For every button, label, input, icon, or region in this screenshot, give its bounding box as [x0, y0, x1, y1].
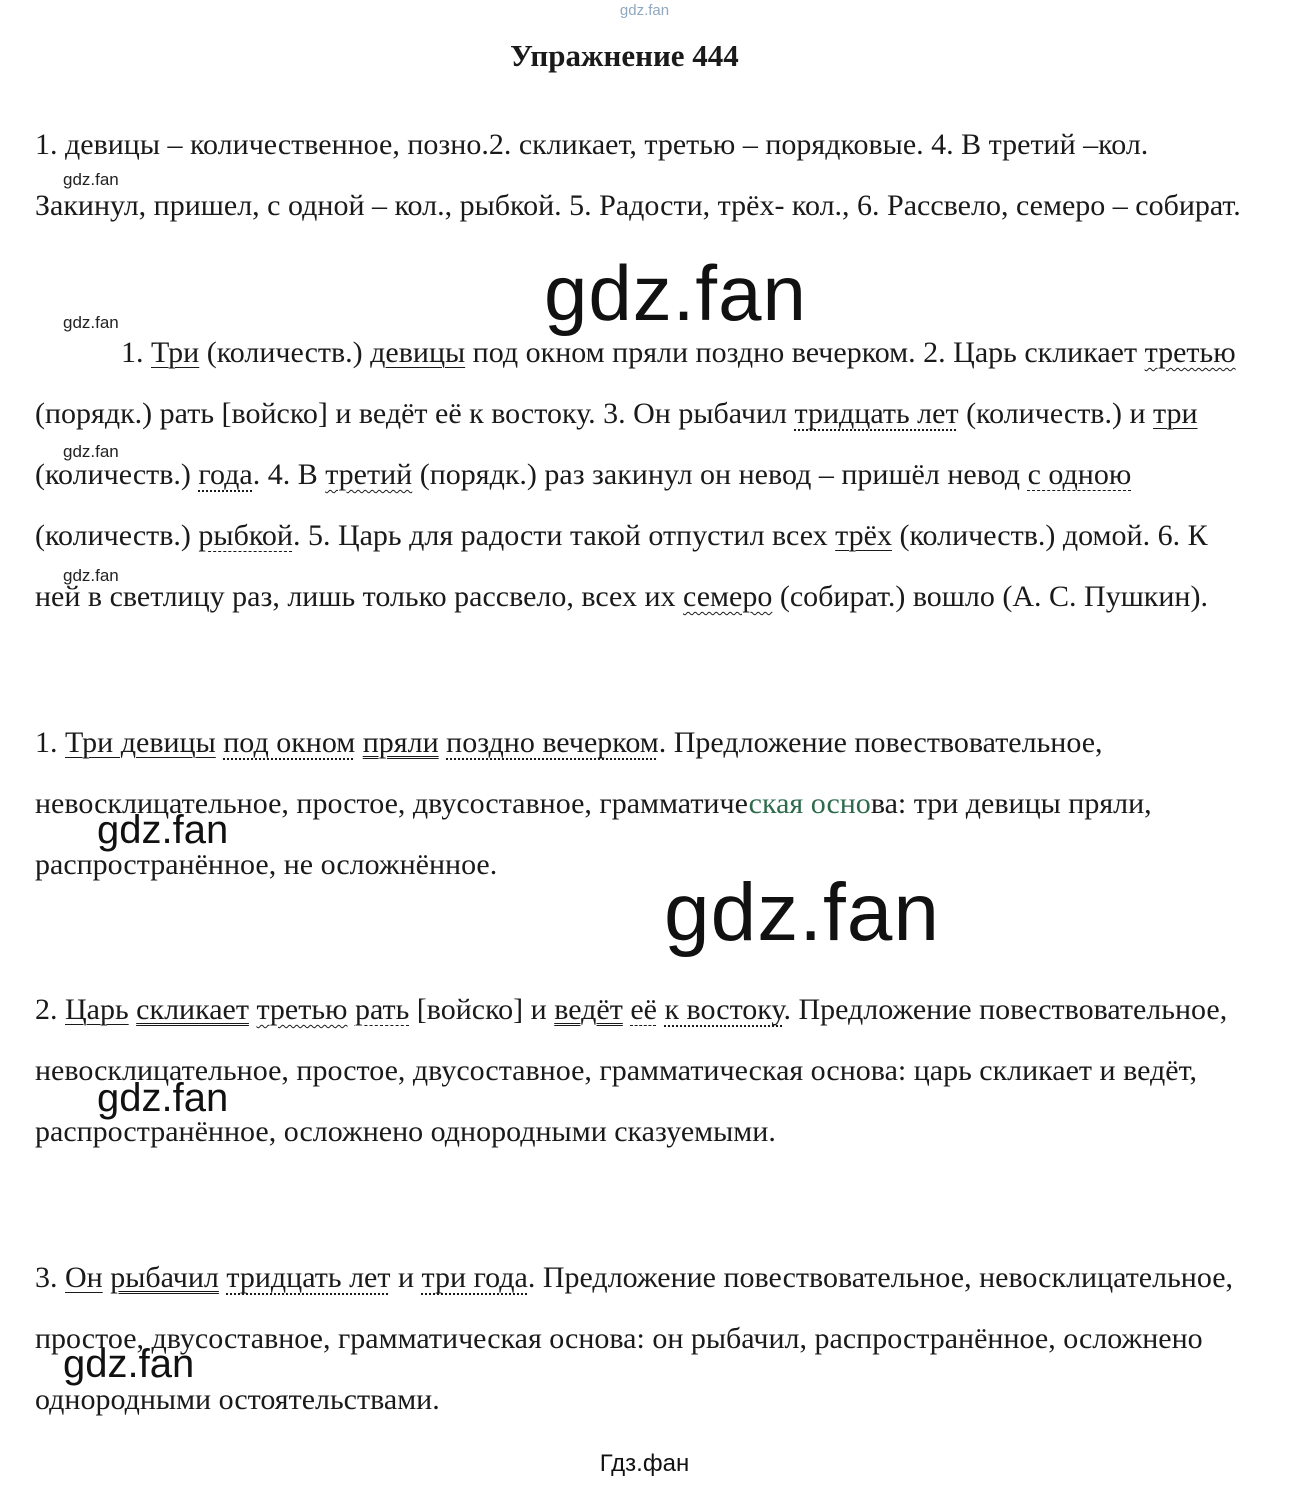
predicate: скликает: [136, 993, 249, 1026]
analysis-number: 1.: [35, 726, 58, 759]
text-segment: (количеств.) и: [966, 397, 1146, 430]
text-segment: под окном пряли поздно вечерком. 2. Царь скликает: [472, 336, 1138, 369]
predicate: рыбачил: [110, 1261, 219, 1294]
analysis-1: [35, 712, 1255, 895]
adverbial: поздно вечерком: [446, 726, 659, 759]
predicate: ведёт: [554, 993, 623, 1026]
marked-word: с одною: [1027, 458, 1132, 491]
text-segment: . 5. Царь для радости такой отпустил всех: [292, 519, 828, 552]
watermark-medium: gdz.fan: [63, 1342, 195, 1386]
text-segment: (собират.) вошло (А. С. Пушкин).: [779, 580, 1208, 613]
text-segment: 1.: [121, 336, 144, 369]
adverbial: тридцать лет: [226, 1261, 391, 1294]
marked-word: трёх: [835, 519, 892, 552]
text-segment: (порядк.) рать [войско] и ведёт её к востоку. 3. Он рыбачил: [35, 397, 787, 430]
object: её: [630, 993, 657, 1026]
text-segment: . 4. В: [252, 458, 318, 491]
analysis-description: . Предложение повествовательное, невосклицательное, простое, двусоставное, грамматиче: [35, 726, 1103, 820]
analysis-description: ская осно: [748, 787, 871, 820]
marked-word: Три: [151, 336, 200, 369]
subject: Царь: [65, 993, 129, 1026]
text-segment: [войско] и: [416, 993, 547, 1026]
footer-watermark: Гдз.фан: [599, 1450, 690, 1477]
attribute: третью: [256, 993, 348, 1026]
watermark-top: gdz.fan: [619, 2, 670, 19]
analysis-3: [35, 1247, 1255, 1430]
watermark-small: gdz.fan: [63, 566, 119, 585]
watermark-small: gdz.fan: [63, 313, 119, 332]
subject: Три девицы: [65, 726, 216, 759]
analysis-number: 3.: [35, 1261, 58, 1294]
text-segment: (количеств.): [206, 336, 363, 369]
text-segment: (количеств.): [35, 458, 191, 491]
conjunction: и: [397, 1261, 415, 1294]
page-title: Упражнение 444: [510, 38, 739, 73]
watermark-medium: gdz.fan: [97, 1076, 229, 1120]
object: рать: [354, 993, 410, 1026]
adverbial: к востоку: [664, 993, 784, 1026]
subject: Он: [65, 1261, 103, 1294]
watermark-small: gdz.fan: [63, 170, 119, 189]
adverbial: три года: [421, 1261, 528, 1294]
analysis-description: . Предложение повествовательное, невосклицательное, простое, двусоставное, грамматическая основа: царь скликает и ведёт, распространённое, осложнено однородными сказуемыми.: [35, 993, 1228, 1148]
marked-word: года: [198, 458, 253, 491]
marked-word: три: [1153, 397, 1198, 430]
marked-word: третью: [1144, 336, 1236, 369]
analysis-2: [35, 979, 1255, 1162]
source-text-paragraph: [35, 322, 1255, 627]
summary-paragraph: 1. девицы – количественное, позно.2. скликает, третью – порядковые. 4. В третий –кол. Закинул, пришел, с одной – кол., рыбкой. 5. Радости, трёх- кол., 6. Рассвело, семеро – собират.: [35, 128, 1241, 222]
text-segment: (количеств.) домой. 6. К ней в светлицу раз, лишь только рассвело, всех их: [35, 519, 1208, 613]
marked-word: третий: [325, 458, 413, 491]
marked-word: семеро: [683, 580, 773, 613]
analysis-description: . Предложение повествовательное, невосклицательное, простое, двусоставное, грамматическая основа: он рыбачил, распространённое, осложнено однородными остоятельствами.: [35, 1261, 1234, 1416]
watermark-large: gdz.fan: [664, 867, 940, 958]
text-segment: (количеств.): [35, 519, 191, 552]
marked-word: тридцать лет: [794, 397, 959, 430]
analysis-number: 2.: [35, 993, 58, 1026]
analysis-description: ва: три девицы пряли, распространённое, не осложнённое.: [35, 787, 1152, 881]
watermark-small: gdz.fan: [63, 442, 119, 461]
predicate: пряли: [362, 726, 439, 759]
adverbial: под окном: [223, 726, 356, 759]
watermark-medium: gdz.fan: [97, 808, 229, 852]
marked-word: рыбкой: [198, 519, 293, 552]
text-segment: (порядк.) раз закинул он невод – пришёл невод: [419, 458, 1021, 491]
marked-word: девицы: [370, 336, 466, 369]
watermark-large: gdz.fan: [544, 249, 807, 337]
